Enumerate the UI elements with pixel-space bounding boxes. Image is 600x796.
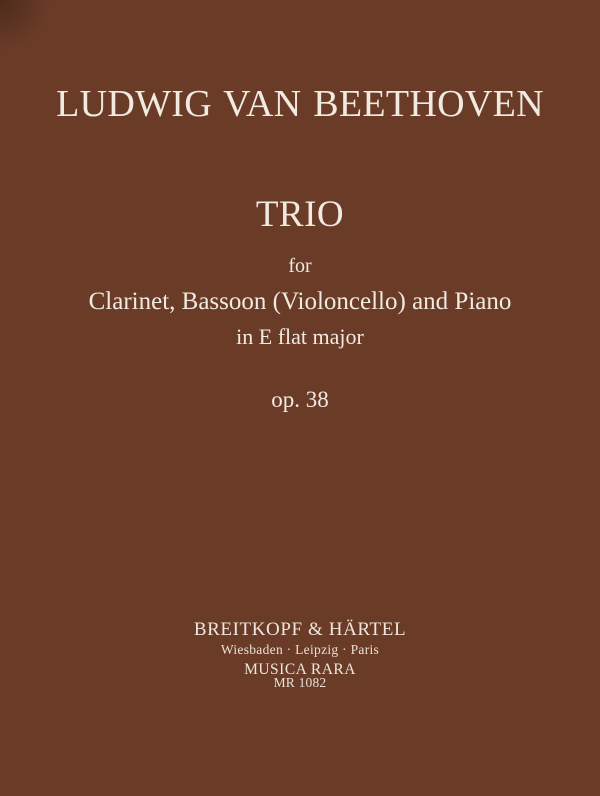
- composer-name: LUDWIG VAN BEETHOVEN: [56, 83, 544, 125]
- imprint-name: MUSICA RARA: [244, 661, 356, 678]
- for-word: for: [288, 255, 312, 277]
- catalog-number: MR 1082: [273, 675, 327, 690]
- work-title: TRIO: [255, 194, 345, 235]
- publisher-name: BREITKOPF & HÄRTEL: [193, 619, 407, 640]
- opus-number: op. 38: [271, 387, 329, 412]
- work-key: in E flat major: [236, 324, 364, 349]
- instrumentation: Clarinet, Bassoon (Violoncello) and Piano: [88, 288, 512, 315]
- publisher-cities: Wiesbaden · Leipzig · Paris: [220, 642, 380, 657]
